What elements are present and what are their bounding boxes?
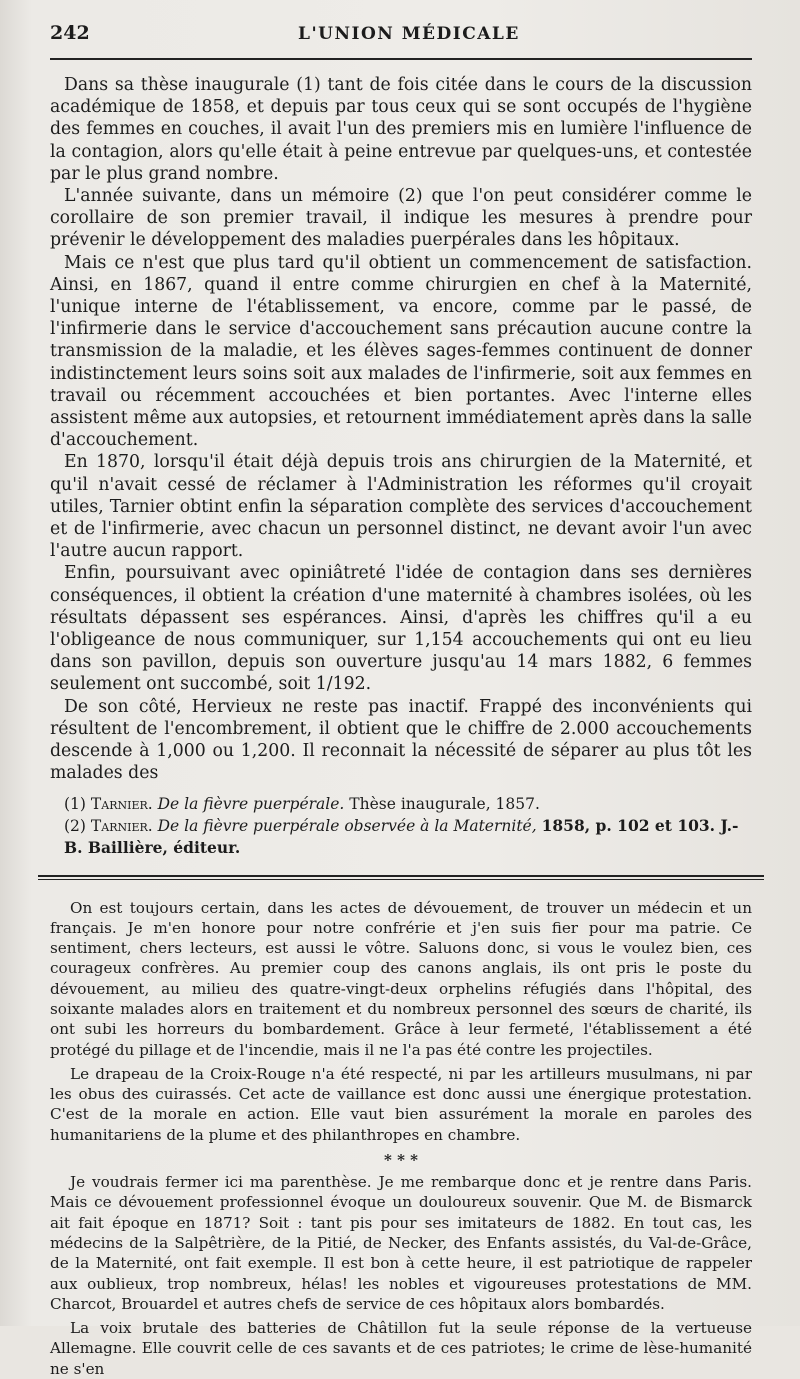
footnote <box>64 794 752 815</box>
footnote <box>64 815 752 859</box>
page-header <box>50 22 752 60</box>
footnote-number: (2) <box>64 817 86 835</box>
page-number: 242 <box>50 22 298 44</box>
footnotes <box>50 794 752 859</box>
footnote-author: Tarnier. <box>91 795 153 813</box>
paragraph: Je voudrais fermer ici ma parenthèse. Je me rembarque donc et je rentre dans Paris. Mais ce dévouement professionnel évoque un douloureux souvenir. Que M. de Bismarck ait fait époque en 1871? Soit : tant pis pour ses imitateurs de 1882. En tout cas, les médecins de la Salpêtrière, de la Pitié, de Necker, des Enfants assistés, du Val-de-Grâce, de la Maternité, ont fait exemple. Il est bon à cette heure, il est patriotique de rappeler aux oublieux, trop nombreux, hélas! les nobles et vigoureuses protestations de MM. Charcot, Brouardel et autres chefs de service de ces hôpitaux alors bombardés. <box>50 1172 752 1314</box>
paragraph: En 1870, lorsqu'il était déjà depuis trois ans chirurgien de la Maternité, et qu'il n'avait cessé de réclamer à l'Administration les réformes qu'il croyait utiles, Tarnier obtint enfin la séparation complète des services d'accouchement et de l'infirmerie, avec chacun un personnel distinct, ne devant avoir l'un avec l'autre aucun rapport. <box>50 451 752 562</box>
section-divider <box>38 875 764 880</box>
journal-title: L'UNION MÉDICALE <box>298 24 520 44</box>
footnote-author: Tarnier. <box>91 817 153 835</box>
paragraph: On est toujours certain, dans les actes de dévouement, de trouver un médecin et un français. Je m'en honore pour notre confrérie et j'en suis fier pour ma patrie. Ce sentiment, chers lecteurs, est aussi le vôtre. Saluons donc, si vous le voulez bien, ces courageux confrères. Au premier coup des canons anglais, ils ont pris le poste du dévouement, au milieu des quatre-vingt-deux orphelins réfugiés dans l'hôpital, des soixante malades alors en traitement et du nombreux personnel des sœurs de charité, ils ont subi les horreurs du bombardement. Grâce à leur fermeté, l'établissement a été protégé du pillage et de l'incendie, mais il ne l'a pas été contre les projectiles. <box>50 898 752 1060</box>
section-stars: * * * <box>50 1155 752 1166</box>
footnote-rest: 1858, p. 102 et 103. J.-B. Baillière, éditeur. <box>64 816 738 857</box>
main-article <box>50 74 752 785</box>
paragraph: L'année suivante, dans un mémoire (2) que l'on peut considérer comme le corollaire de son premier travail, il indique les mesures à prendre pour prévenir le développement des maladies puerpérales dans les hôpitaux. <box>50 185 752 252</box>
feuilleton-section <box>50 898 752 1379</box>
paragraph: La voix brutale des batteries de Châtillon fut la seule réponse de la vertueuse Allemagne. Elle couvrit celle de ces savants et de ces patriotes; le crime de lèse-humanité ne s'en <box>50 1318 752 1379</box>
paragraph: Enfin, poursuivant avec opiniâtreté l'idée de contagion dans ses dernières conséquences, il obtient la création d'une maternité à chambres isolées, où les résultats dépassent ses espérances. Ainsi, d'après les chiffres qu'il a eu l'obligeance de nous communiquer, sur 1,154 accouchements qui ont eu lieu dans son pavillon, depuis son ouverture jusqu'au 14 mars 1882, 6 femmes seulement ont succombé, soit 1/192. <box>50 562 752 695</box>
footnote-rest: Thèse inaugurale, 1857. <box>349 795 540 813</box>
paragraph: Dans sa thèse inaugurale (1) tant de fois citée dans le cours de la discussion académique de 1858, et depuis par tous ceux qui se sont occupés de l'hygiène des femmes en couches, il avait l'un des premiers mis en lumière l'influence de la contagion, alors qu'elle était à peine entrevue par quelques-uns, et contestée par le plus grand nombre. <box>50 74 752 185</box>
paragraph: Mais ce n'est que plus tard qu'il obtient un commencement de satisfaction. Ainsi, en 1867, quand il entre comme chirurgien en chef à la Maternité, l'unique interne de l'établissement, va encore, comme par le passé, de l'infirmerie dans le service d'accouchement sans précaution aucune contre la transmission de la maladie, et les élèves sages-femmes continuent de donner indistinctement leurs soins soit aux malades de l'infirmerie, soit aux femmes en travail ou récemment accouchées et bien portantes. Avec l'interne elles assistent même aux autopsies, et retournent immédiatement après dans la salle d'accouchement. <box>50 252 752 452</box>
paragraph: De son côté, Hervieux ne reste pas inactif. Frappé des inconvénients qui résultent de l'encombrement, il obtient que le chiffre de 2.000 accouchements descende à 1,000 ou 1,200. Il reconnait la nécessité de séparer au plus tôt les malades des <box>50 696 752 785</box>
paragraph: Le drapeau de la Croix-Rouge n'a été respecté, ni par les artilleurs musulmans, ni par les obus des cuirassés. Cet acte de vaillance est donc aussi une énergique protestation. C'est de la morale en action. Elle vaut bien assurément la morale en paroles des humanitariens de la plume et des philanthropes en chambre. <box>50 1064 752 1145</box>
footnote-number: (1) <box>64 795 86 813</box>
footnote-title: De la fièvre puerpérale observée à la Maternité, <box>158 817 537 835</box>
footnote-title: De la fièvre puerpérale. <box>158 795 345 813</box>
